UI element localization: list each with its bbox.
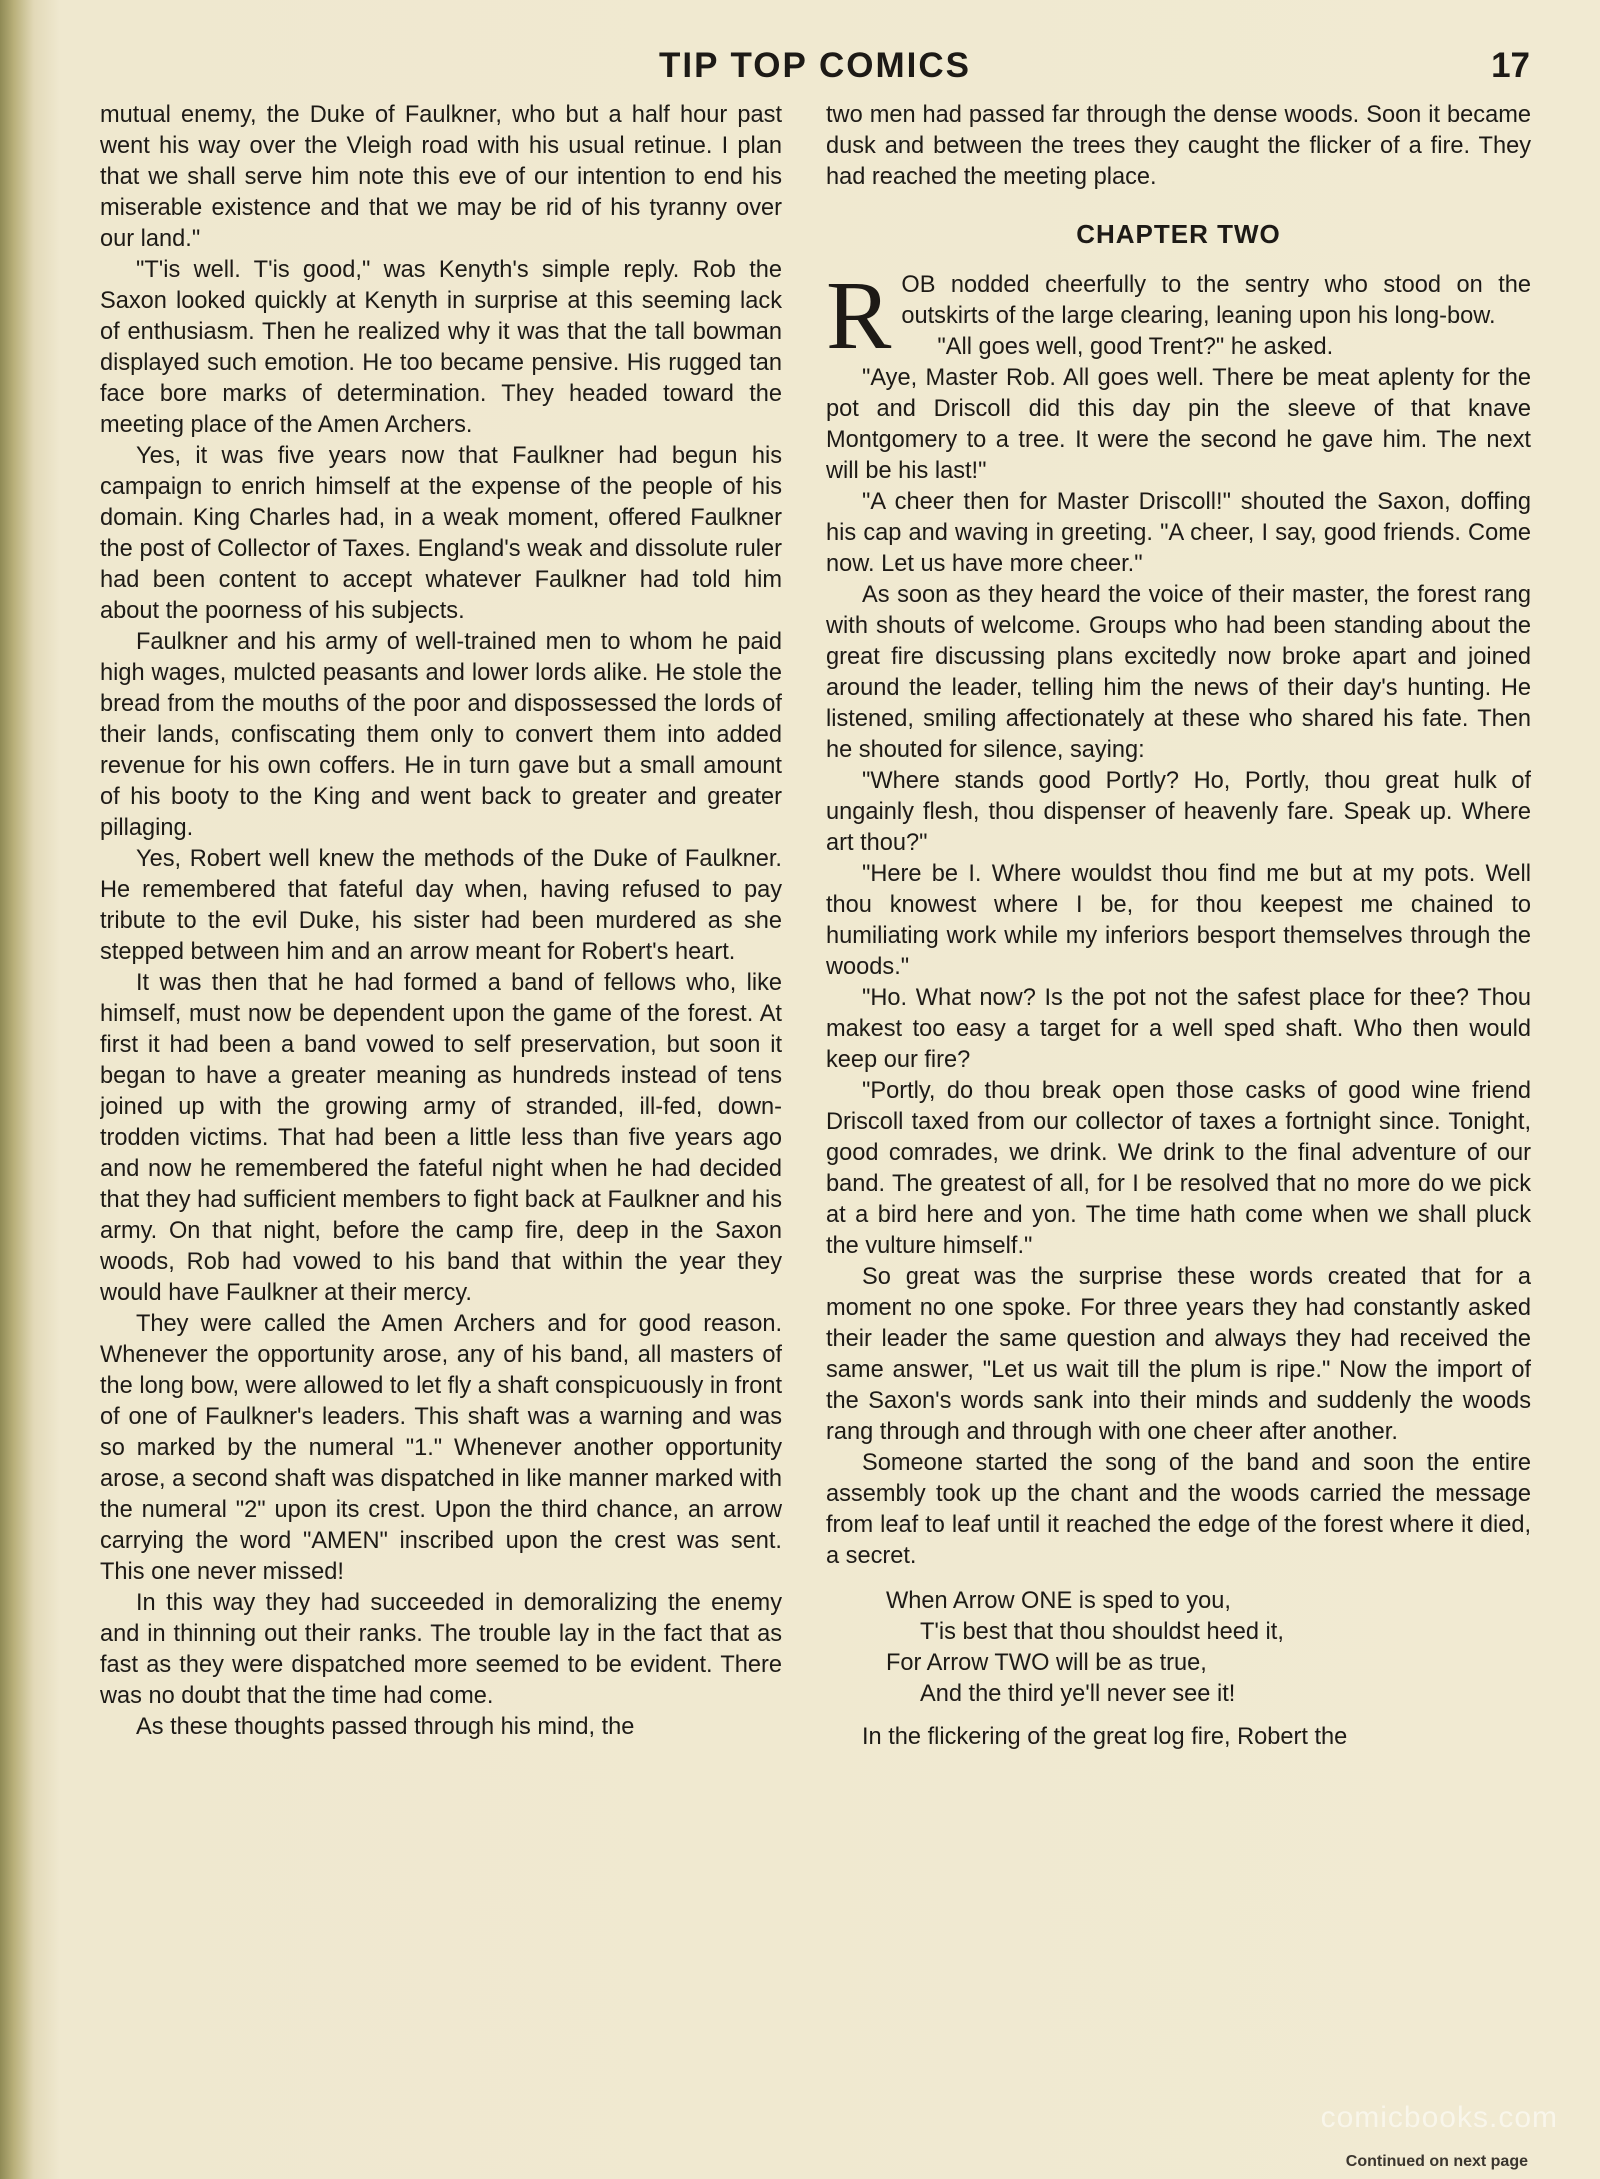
story-paragraph: "Portly, do thou break open those casks of good wine friend Driscoll taxed from our collector of taxes a fortnight since. Tonight, good comrades, we drink. We drink to the final adventure of our band. The greatest of all, for I be resolved that no more do we pick at a bird here and yon. The time hath come when we shall pluck the vulture himself."	[826, 1078, 1531, 1259]
verse-line: T'is best that thou shouldst heed it,	[920, 1619, 1284, 1645]
story-paragraph: It was then that he had formed a band of fellows who, like himself, must now be dependent upon the game of the forest. At first it had been a band vowed to self preservation, but soon it began to have a greater meaning as hundreds instead of tens joined up with the growing army of stranded, ill-fed, down-trodden victims. That had been a little less than five years ago and now he remembered the fateful night when he had decided that they had sufficient members to fight back at Faulkner and his army. On that night, before the camp fire, deep in the Saxon woods, Rob had vowed to his band that within the year they would have Faulkner at their mercy.	[100, 970, 782, 1306]
story-paragraph: "Aye, Master Rob. All goes well. There be meat aplenty for the pot and Driscoll did this day pin the sleeve of that knave Montgomery to a tree. It were the second he gave him. The next will be his last!"	[826, 365, 1531, 484]
first-paragraph-text: OB nodded cheerfully to the sentry who stood on the outskirts of the large clearing, leaning upon his long-bow.	[901, 272, 1531, 329]
continued-note: Continued on next page	[1345, 2153, 1528, 2170]
story-paragraph: Someone started the song of the band and soon the entire assembly took up the chant and the woods carried the message from leaf to leaf until it reached the edge of the forest where it died, a secret.	[826, 1450, 1531, 1569]
story-paragraph: As these thoughts passed through his mind, the	[136, 1714, 635, 1740]
chapter-heading: CHAPTER TWO	[1076, 219, 1281, 249]
page-number: 17	[1491, 46, 1530, 85]
story-paragraph: "A cheer then for Master Driscoll!" shouted the Saxon, doffing his cap and waving in greeting. "A cheer, I say, good friends. Come now. Let us have more cheer."	[826, 489, 1531, 577]
story-paragraph: "T'is well. T'is good," was Kenyth's simple reply. Rob the Saxon looked quickly at Kenyth in surprise at this seeming lack of enthusiasm. Then he realized why it was that the tall bowman displayed such emotion. He too became pensive. His rugged tan face bore marks of determination. They headed toward the meeting place of the Amen Archers.	[100, 257, 782, 438]
story-paragraph: two men had passed far through the dense woods. Soon it became dusk and between the trees they caught the flicker of a fire. They had reached the meeting place.	[826, 102, 1531, 190]
song-verse	[886, 1586, 1531, 1710]
verse-line: For Arrow TWO will be as true,	[886, 1650, 1207, 1676]
story-paragraph: mutual enemy, the Duke of Faulkner, who but a half hour past went his way over the Vleigh road with his usual retinue. I plan that we shall serve him note this eve of our intention to end his miserable existence and that we may be rid of his tyranny over our land."	[100, 102, 782, 252]
verse-line: And the third ye'll never see it!	[920, 1681, 1236, 1707]
story-paragraph: "All goes well, good Trent?" he asked.	[937, 334, 1334, 360]
story-paragraph: Faulkner and his army of well-trained men to whom he paid high wages, mulcted peasants and lower lords alike. He stole the bread from the mouths of the poor and dispossessed the lords of their lands, confiscating them only to convert them into added revenue for his own coffers. He in turn gave but a small amount of his booty to the King and went back to greater and greater pillaging.	[100, 629, 782, 841]
story-paragraph: "Where stands good Portly? Ho, Portly, thou great hulk of ungainly flesh, thou dispenser of heavenly fare. Speak up. Where art thou?"	[826, 768, 1531, 856]
drop-cap: R	[826, 262, 892, 370]
right-text-column	[826, 100, 1531, 2160]
watermark-text: comicbooks.com	[1320, 2101, 1558, 2134]
story-paragraph: "Ho. What now? Is the pot not the safest place for thee? Thou makest too easy a target for a well sped shaft. Who then would keep our fire?	[826, 985, 1531, 1073]
story-paragraph: In the flickering of the great log fire, Robert the	[862, 1724, 1348, 1750]
verse-line: When Arrow ONE is sped to you,	[886, 1588, 1231, 1614]
story-paragraph: As soon as they heard the voice of their master, the forest rang with shouts of welcome. Groups who had been standing about the great fire discussing plans excitedly now broke apart and joined around the leader, telling him the news of their day's hunting. He listened, smiling affectionately at these who shared his fate. Then he shouted for silence, saying:	[826, 582, 1531, 763]
page-header	[100, 46, 1530, 96]
story-paragraph: So great was the surprise these words created that for a moment no one spoke. For three years they had constantly asked their leader the same question and always they had received the same answer, "Let us wait till the plum is ripe." Now the import of the Saxon's words sank into their minds and suddenly the woods rang through and through with one cheer after another.	[826, 1264, 1531, 1445]
story-paragraph: In this way they had succeeded in demoralizing the enemy and in thinning out their ranks. The trouble lay in the fact that as fast as they were dispatched more seemed to be evident. There was no doubt that the time had come.	[100, 1590, 782, 1709]
left-text-column	[100, 100, 782, 2160]
story-paragraph: They were called the Amen Archers and for good reason. Whenever the opportunity arose, any of his band, all masters of the long bow, were allowed to let fly a shaft conspicuously in front of one of Faulkner's leaders. This shaft was a warning and was so marked by the numeral "1." Whenever another opportunity arose, a second shaft was dispatched in like manner marked with the numeral "2" upon its crest. Upon the third chance, an arrow carrying the word "AMEN" inscribed upon the crest was sent. This one never missed!	[100, 1311, 782, 1585]
story-paragraph: "Here be I. Where wouldst thou find me but at my pots. Well thou knowest where I be, for thou keepest me chained to humiliating work while my inferiors besport themselves through the woods."	[826, 861, 1531, 980]
story-paragraph: Yes, it was five years now that Faulkner had begun his campaign to enrich himself at the expense of the people of his domain. King Charles had, in a weak moment, offered Faulkner the post of Collector of Taxes. England's weak and dissolute ruler had been content to accept whatever Faulkner had told him about the poorness of his subjects.	[100, 443, 782, 624]
story-paragraph: Yes, Robert well knew the methods of the Duke of Faulkner. He remembered that fateful day when, having refused to pay tribute to the evil Duke, his sister had been murdered as she stepped between him and an arrow meant for Robert's heart.	[100, 846, 782, 965]
masthead-title: TIP TOP COMICS	[659, 46, 971, 85]
